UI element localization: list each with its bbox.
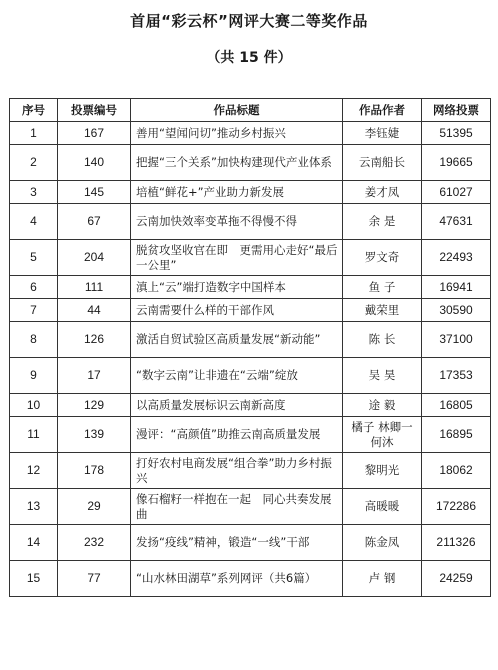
- cell-author: 陈金凤: [343, 525, 422, 561]
- table-row: [10, 299, 491, 322]
- cell-vote-id: 44: [58, 299, 131, 322]
- cell-seq: 7: [10, 299, 58, 322]
- header-vote-id: 投票编号: [58, 99, 131, 122]
- cell-work-title: 云南加快效率变革拖不得慢不得: [131, 204, 343, 240]
- cell-seq: 12: [10, 453, 58, 489]
- cell-votes: 16895: [422, 417, 491, 453]
- cell-work-title: 漫评：“高颜值”助推云南高质量发展: [131, 417, 343, 453]
- cell-seq: 9: [10, 358, 58, 394]
- table-row: [10, 322, 491, 358]
- header-work-title: 作品标题: [131, 99, 343, 122]
- cell-votes: 211326: [422, 525, 491, 561]
- cell-work-title: 云南需要什么样的干部作风: [131, 299, 343, 322]
- cell-vote-id: 232: [58, 525, 131, 561]
- cell-author: 姜才凤: [343, 181, 422, 204]
- cell-vote-id: 126: [58, 322, 131, 358]
- table-row: [10, 240, 491, 276]
- cell-work-title: 培植“鲜花+”产业助力新发展: [131, 181, 343, 204]
- cell-votes: 16941: [422, 276, 491, 299]
- cell-author: 高暖暖: [343, 489, 422, 525]
- cell-work-title: 激活自贸试验区高质量发展“新动能”: [131, 322, 343, 358]
- cell-vote-id: 139: [58, 417, 131, 453]
- cell-vote-id: 67: [58, 204, 131, 240]
- cell-votes: 47631: [422, 204, 491, 240]
- cell-seq: 15: [10, 561, 58, 597]
- cell-vote-id: 204: [58, 240, 131, 276]
- table-row: [10, 394, 491, 417]
- cell-author: 戴荣里: [343, 299, 422, 322]
- cell-vote-id: 140: [58, 145, 131, 181]
- table-row: [10, 489, 491, 525]
- cell-votes: 22493: [422, 240, 491, 276]
- cell-votes: 16805: [422, 394, 491, 417]
- cell-seq: 10: [10, 394, 58, 417]
- table-row: [10, 145, 491, 181]
- cell-author: 橘子 林卿一何沐: [343, 417, 422, 453]
- cell-seq: 1: [10, 122, 58, 145]
- cell-seq: 5: [10, 240, 58, 276]
- table-row: [10, 453, 491, 489]
- cell-work-title: 像石榴籽一样抱在一起 同心共奏发展曲: [131, 489, 343, 525]
- cell-votes: 61027: [422, 181, 491, 204]
- cell-vote-id: 129: [58, 394, 131, 417]
- cell-author: 余 是: [343, 204, 422, 240]
- cell-seq: 6: [10, 276, 58, 299]
- cell-vote-id: 29: [58, 489, 131, 525]
- cell-vote-id: 17: [58, 358, 131, 394]
- cell-vote-id: 77: [58, 561, 131, 597]
- table-row: [10, 417, 491, 453]
- cell-vote-id: 167: [58, 122, 131, 145]
- cell-vote-id: 178: [58, 453, 131, 489]
- cell-work-title: 脱贫攻坚收官在即 更需用心走好“最后一公里”: [131, 240, 343, 276]
- cell-votes: 30590: [422, 299, 491, 322]
- awards-table: [9, 98, 491, 597]
- cell-seq: 8: [10, 322, 58, 358]
- table-row: [10, 204, 491, 240]
- cell-work-title: 善用“望闻问切”推动乡村振兴: [131, 122, 343, 145]
- cell-author: 卢 钢: [343, 561, 422, 597]
- cell-vote-id: 145: [58, 181, 131, 204]
- header-seq: 序号: [10, 99, 58, 122]
- page-title: 首届“彩云杯”网评大赛二等奖作品: [130, 12, 368, 30]
- cell-author: 鱼 子: [343, 276, 422, 299]
- cell-seq: 3: [10, 181, 58, 204]
- table-row: [10, 561, 491, 597]
- cell-author: 陈 长: [343, 322, 422, 358]
- table-row: [10, 181, 491, 204]
- cell-votes: 24259: [422, 561, 491, 597]
- cell-votes: 37100: [422, 322, 491, 358]
- cell-seq: 2: [10, 145, 58, 181]
- cell-work-title: “山水林田湖草”系列网评（共6篇）: [131, 561, 343, 597]
- cell-work-title: 以高质量发展标识云南新高度: [131, 394, 343, 417]
- cell-author: 黎明光: [343, 453, 422, 489]
- header-votes: 网络投票: [422, 99, 491, 122]
- cell-seq: 4: [10, 204, 58, 240]
- cell-work-title: 发扬“疫线”精神，锻造“一线”干部: [131, 525, 343, 561]
- cell-author: 吴 昊: [343, 358, 422, 394]
- page-subtitle: （共 15 件）: [206, 50, 292, 66]
- cell-votes: 172286: [422, 489, 491, 525]
- cell-votes: 18062: [422, 453, 491, 489]
- cell-author: 云南船长: [343, 145, 422, 181]
- cell-vote-id: 111: [58, 276, 131, 299]
- table-row: [10, 358, 491, 394]
- table-row: [10, 276, 491, 299]
- cell-votes: 19665: [422, 145, 491, 181]
- cell-work-title: 滇上“云”端打造数字中国样本: [131, 276, 343, 299]
- table-header-row: [10, 99, 491, 122]
- cell-author: 罗文奇: [343, 240, 422, 276]
- cell-votes: 51395: [422, 122, 491, 145]
- cell-work-title: 打好农村电商发展“组合拳”助力乡村振兴: [131, 453, 343, 489]
- header-author: 作品作者: [343, 99, 422, 122]
- cell-seq: 11: [10, 417, 58, 453]
- cell-work-title: “数字云南”让非遗在“云端”绽放: [131, 358, 343, 394]
- table-row: [10, 525, 491, 561]
- cell-author: 途 毅: [343, 394, 422, 417]
- table-row: [10, 122, 491, 145]
- cell-seq: 13: [10, 489, 58, 525]
- cell-votes: 17353: [422, 358, 491, 394]
- cell-seq: 14: [10, 525, 58, 561]
- cell-author: 李钰婕: [343, 122, 422, 145]
- cell-work-title: 把握“三个关系”加快构建现代产业体系: [131, 145, 343, 181]
